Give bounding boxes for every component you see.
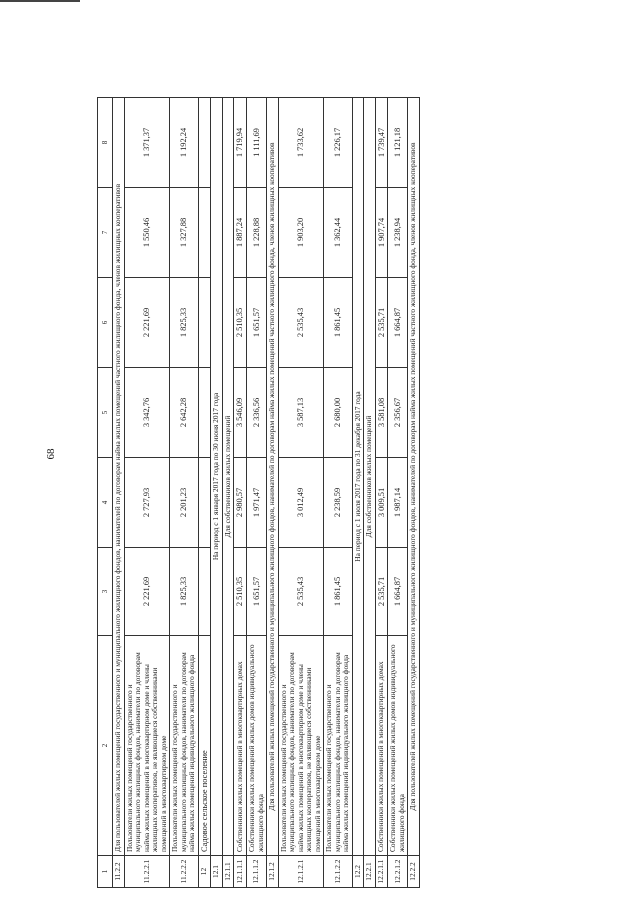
col-header: 6 [98,278,113,368]
row-code: 12.1 [211,856,223,888]
row-code: 12.2.1.2 [388,856,408,888]
row-label: Собственники жилых помещений жилых домов индивидуального жилищного фонда [388,636,408,856]
value-cell: 1 371,37 [124,98,170,188]
value-cell: 3 342,76 [124,368,170,458]
value-cell: 3 546,09 [234,368,247,458]
value-cell: 2 727,93 [124,458,170,548]
col-header: 8 [98,98,113,188]
value-cell: 2 336,56 [246,368,266,458]
value-cell: 2 238,59 [324,458,353,548]
row-code: 11.2.2 [113,856,125,888]
row-code: 12.1.1 [222,856,234,888]
tariff-table [97,97,420,888]
empty-cell [198,188,211,278]
value-cell: 3 587,13 [278,368,324,458]
section-heading: На период с 1 июля 2017 года по 31 декабря 2017 года [352,98,364,856]
col-header: 5 [98,368,113,458]
empty-cell [198,278,211,368]
section-heading: Для собственников жилых помещений [364,98,376,856]
row-code: 12.1.2 [267,856,279,888]
value-cell: 1 825,33 [170,548,199,636]
col-header: 1 [98,856,113,888]
value-cell: 1 971,47 [246,458,266,548]
section-heading: Для пользователей жилых помещений государственного и муниципального жилищного фондов, нанимателей по договорам найма жилых помещений частного жилищного фонда, членов жилищных кооперативов [113,98,125,856]
value-cell: 1 226,17 [324,98,353,188]
row-label: Пользователи жилых помещений государственного и муниципального жилищных фондов, наниматели по договорам найма жилых помещений в многоквартирном доме и члены жилищных кооперативов, не являющиеся собственниками помещений в многоквартирном доме [278,636,324,856]
section-heading: На период с 1 января 2017 года по 30 июня 2017 года [211,98,223,856]
table-row [278,98,324,888]
value-cell: 2 680,00 [324,368,353,458]
value-cell: 2 535,43 [278,278,324,368]
table-row [113,98,125,888]
value-cell: 1 228,88 [246,188,266,278]
table-row [246,98,266,888]
value-cell: 1 121,18 [388,98,408,188]
table-row [388,98,408,888]
table-row [124,98,170,888]
section-heading: Для пользователей жилых помещений государственного и муниципального жилищного фондов, нанимателей по договорам найма жилых помещений частного жилищного фонда, членов жилищных кооперативов [267,98,279,856]
value-cell: 1 192,24 [170,98,199,188]
value-cell: 3 581,08 [375,368,388,458]
table-row [170,98,199,888]
value-cell: 2 221,69 [124,548,170,636]
empty-cell [198,458,211,548]
value-cell: 1 861,45 [324,548,353,636]
section-title: Садовое сельское поселение [198,636,211,856]
row-code: 12.2.2 [408,856,420,888]
col-header: 2 [98,636,113,856]
col-header: 4 [98,458,113,548]
table-row [408,98,420,888]
row-code: 11.2.2.2 [170,856,199,888]
value-cell: 1 550,46 [124,188,170,278]
scan-edge-line [0,0,80,2]
row-code: 12.2.1 [364,856,376,888]
value-cell: 1 825,33 [170,278,199,368]
value-cell: 2 980,57 [234,458,247,548]
value-cell: 1 238,94 [388,188,408,278]
value-cell: 2 642,28 [170,368,199,458]
value-cell: 1 733,62 [278,98,324,188]
table-row [324,98,353,888]
value-cell: 1 903,20 [278,188,324,278]
value-cell: 2 510,35 [234,548,247,636]
value-cell: 1 664,87 [388,548,408,636]
row-code: 12.2 [352,856,364,888]
table-row [222,98,234,888]
value-cell: 1 907,74 [375,188,388,278]
row-code: 12.1.2.1 [278,856,324,888]
value-cell: 1 719,94 [234,98,247,188]
value-cell: 2 201,23 [170,458,199,548]
table-row [364,98,376,888]
value-cell: 1 362,44 [324,188,353,278]
value-cell: 1 327,88 [170,188,199,278]
row-code: 12.1.2.2 [324,856,353,888]
rotated-table-container [97,98,527,888]
value-cell: 2 221,69 [124,278,170,368]
empty-cell [198,368,211,458]
value-cell: 1 987,14 [388,458,408,548]
table-row [211,98,223,888]
value-cell: 1 651,57 [246,548,266,636]
value-cell: 2 535,43 [278,548,324,636]
row-label: Собственники жилых помещений жилых домов индивидуального жилищного фонда [246,636,266,856]
empty-cell [198,548,211,636]
row-code: 12.1.1.2 [246,856,266,888]
value-cell: 1 861,45 [324,278,353,368]
value-cell: 1 664,87 [388,278,408,368]
value-cell: 3 012,49 [278,458,324,548]
table-row [234,98,247,888]
value-cell: 2 535,71 [375,278,388,368]
header-row [98,98,113,888]
empty-cell [198,98,211,188]
table-row [375,98,388,888]
value-cell: 3 009,51 [375,458,388,548]
row-code: 12 [198,856,211,888]
col-header: 7 [98,188,113,278]
row-label: Собственники жилых помещений в многоквартирных домах [375,636,388,856]
row-label: Пользователи жилых помещений государственного и муниципального жилищных фондов, наниматели по договорам найма жилых помещений индивидуального жилищного фонда [170,636,199,856]
value-cell: 1 887,24 [234,188,247,278]
value-cell: 1 111,69 [246,98,266,188]
row-code: 12.2.1.1 [375,856,388,888]
value-cell: 2 510,35 [234,278,247,368]
page-number: 68 [45,448,57,460]
row-code: 11.2.2.1 [124,856,170,888]
row-label: Собственники жилых помещений в многоквартирных домах [234,636,247,856]
value-cell: 1 739,47 [375,98,388,188]
table-row [352,98,364,888]
value-cell: 2 535,71 [375,548,388,636]
table-row [198,98,211,888]
value-cell: 1 651,57 [246,278,266,368]
section-heading: Для собственников жилых помещений [222,98,234,856]
table-row [267,98,279,888]
col-header: 3 [98,548,113,636]
row-label: Пользователи жилых помещений государственного и муниципального жилищных фондов, наниматели по договорам найма жилых помещений в многоквартирном доме и члены жилищных кооперативов, не являющиеся собственниками помещений в многоквартирном доме [124,636,170,856]
row-code: 12.1.1.1 [234,856,247,888]
row-label: Пользователи жилых помещений государственного и муниципального жилищных фондов, наниматели по договорам найма жилых помещений индивидуального жилищного фонда [324,636,353,856]
section-heading: Для пользователей жилых помещений государственного и муниципального жилищного фондов, нанимателей по договорам найма жилых помещений частного жилищного фонда, членов жилищных кооперативов [408,98,420,856]
value-cell: 2 356,67 [388,368,408,458]
